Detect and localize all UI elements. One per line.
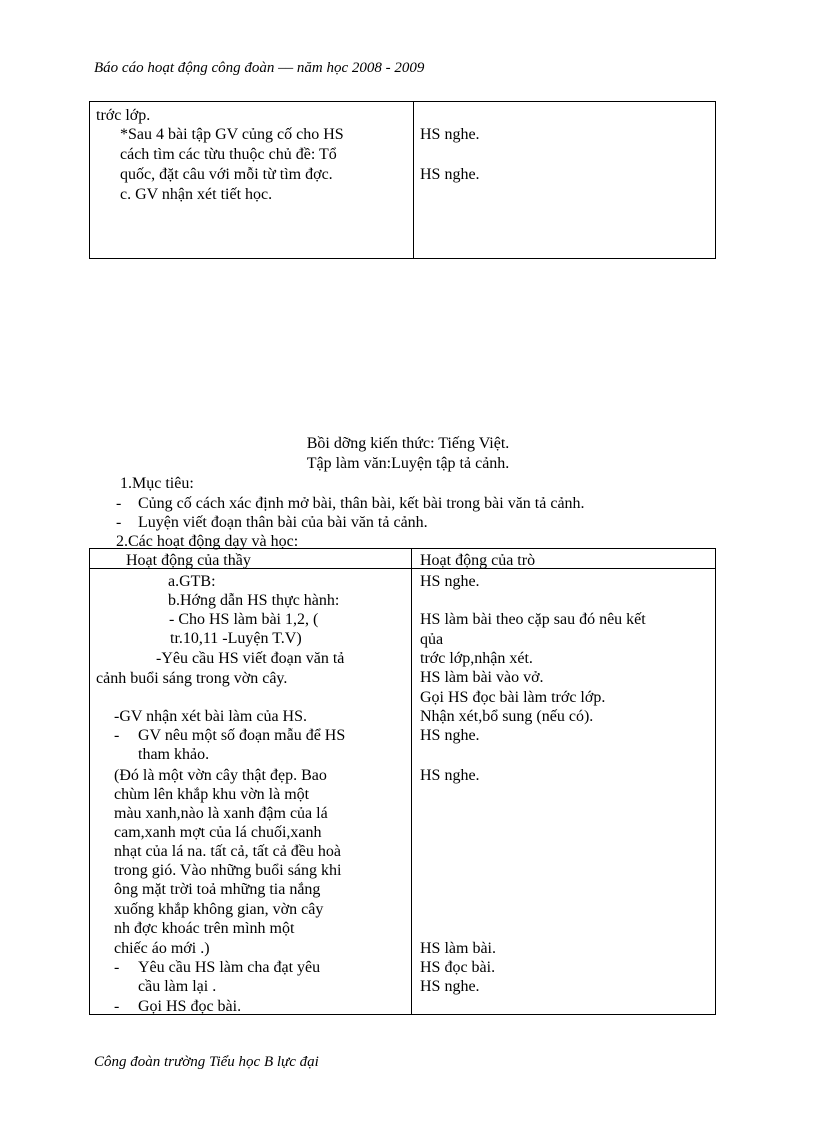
teacher-line: màu xanh,nào là xanh đậm của lá	[114, 805, 328, 822]
objective-item: Củng cố cách xác định mở bài, thân bài, kết bài trong bài văn tả cảnh.	[138, 495, 585, 512]
teacher-line: a.GTB:	[168, 573, 216, 590]
table1-right-line: HS nghe.	[420, 126, 480, 143]
teacher-line: -Yêu cầu HS viết đoạn văn tả	[156, 650, 345, 667]
student-line: qủa	[420, 631, 444, 648]
teacher-line: -GV nhận xét bài làm của HS.	[114, 708, 307, 725]
page-header: Báo cáo hoạt động công đoàn –– năm học 2008 - 2009	[94, 60, 425, 76]
teacher-line: cầu làm lại .	[138, 978, 217, 995]
teacher-line: Yêu cầu HS làm cha đạt yêu	[138, 959, 321, 976]
teacher-line: trong gió. Vào những buổi sáng khi	[114, 862, 342, 879]
bullet-dash: -	[114, 998, 120, 1015]
teacher-line: nh đợc khoác trên mình một	[114, 920, 295, 937]
section-subtitle: Tập làm văn:Luyện tập tả cảnh.	[306, 455, 510, 472]
table1-left-line: trớc lớp.	[96, 107, 151, 124]
teacher-line: - Cho HS làm bài 1,2, (	[169, 611, 319, 628]
student-line: HS nghe.	[420, 767, 480, 784]
student-line: HS làm bài.	[420, 940, 496, 957]
teacher-line: ông mặt trời toả mhững tia nắng	[114, 881, 321, 898]
table1-left-line: cách tìm các từu thuộc chủ đề: Tổ	[120, 146, 337, 163]
teacher-line: GV nêu một số đoạn mẫu để HS	[138, 727, 346, 744]
teacher-line: chùm lên khắp khu vờn là một	[114, 786, 310, 803]
column-divider	[413, 102, 414, 258]
teacher-line: (Đó là một vờn cây thật đẹp. Bao	[114, 767, 327, 784]
objectives-heading: 1.Mục tiêu:	[120, 475, 194, 492]
table1-left-line: quốc, đặt câu với mỗi từ tìm đợc.	[120, 166, 333, 183]
activities-table	[89, 548, 716, 1015]
objective-item: Luyện viết đoạn thân bài của bài văn tả cảnh.	[138, 514, 428, 531]
table-header-teacher: Hoạt động của thầy	[126, 552, 251, 569]
teacher-line: cảnh buổi sáng trong vờn cây.	[96, 670, 288, 687]
bullet-dash: -	[116, 514, 122, 531]
teacher-line: xuống khắp không gian, vờn cây	[114, 901, 324, 918]
activities-heading: 2.Các hoạt động dạy và học:	[116, 533, 299, 550]
student-line: HS làm bài vào vở.	[420, 669, 544, 686]
student-line: HS nghe.	[420, 727, 480, 744]
table1-right-line: HS nghe.	[420, 166, 480, 183]
lesson-table-continued	[89, 101, 716, 259]
bullet-dash: -	[116, 495, 122, 512]
teacher-line: tr.10,11 -Luyện T.V)	[170, 630, 302, 647]
student-line: trớc lớp,nhận xét.	[420, 650, 533, 667]
bullet-dash: -	[114, 727, 120, 744]
table1-left-line: c. GV nhận xét tiết học.	[120, 186, 273, 203]
teacher-line: chiếc áo mới .)	[114, 940, 210, 957]
column-divider	[411, 549, 412, 1014]
student-line: Gọi HS đọc bài làm trớc lớp.	[420, 689, 606, 706]
student-line: HS làm bài theo cặp sau đó nêu kết	[420, 611, 646, 628]
teacher-line: nhạt của lá na. tất cả, tất cả đều hoà	[114, 843, 341, 860]
teacher-line: Gọi HS đọc bài.	[138, 998, 242, 1015]
student-line: HS đọc bài.	[420, 959, 496, 976]
teacher-line: cam,xanh mợt của lá chuối,xanh	[114, 824, 322, 841]
table-header-student: Hoạt động của trò	[420, 552, 536, 569]
section-title: Bồi dỡng kiến thức: Tiếng Việt.	[306, 435, 510, 452]
page-footer: Công đoàn trường Tiểu học B lực đại	[94, 1054, 319, 1070]
student-line: HS nghe.	[420, 978, 480, 995]
student-line: HS nghe.	[420, 573, 480, 590]
student-line: Nhận xét,bổ sung (nếu có).	[420, 708, 594, 725]
table1-left-line: *Sau 4 bài tập GV củng cố cho HS	[120, 126, 344, 143]
teacher-line: tham khảo.	[138, 746, 210, 763]
bullet-dash: -	[114, 959, 120, 976]
teacher-line: b.Hớng dẫn HS thực hành:	[168, 592, 340, 609]
